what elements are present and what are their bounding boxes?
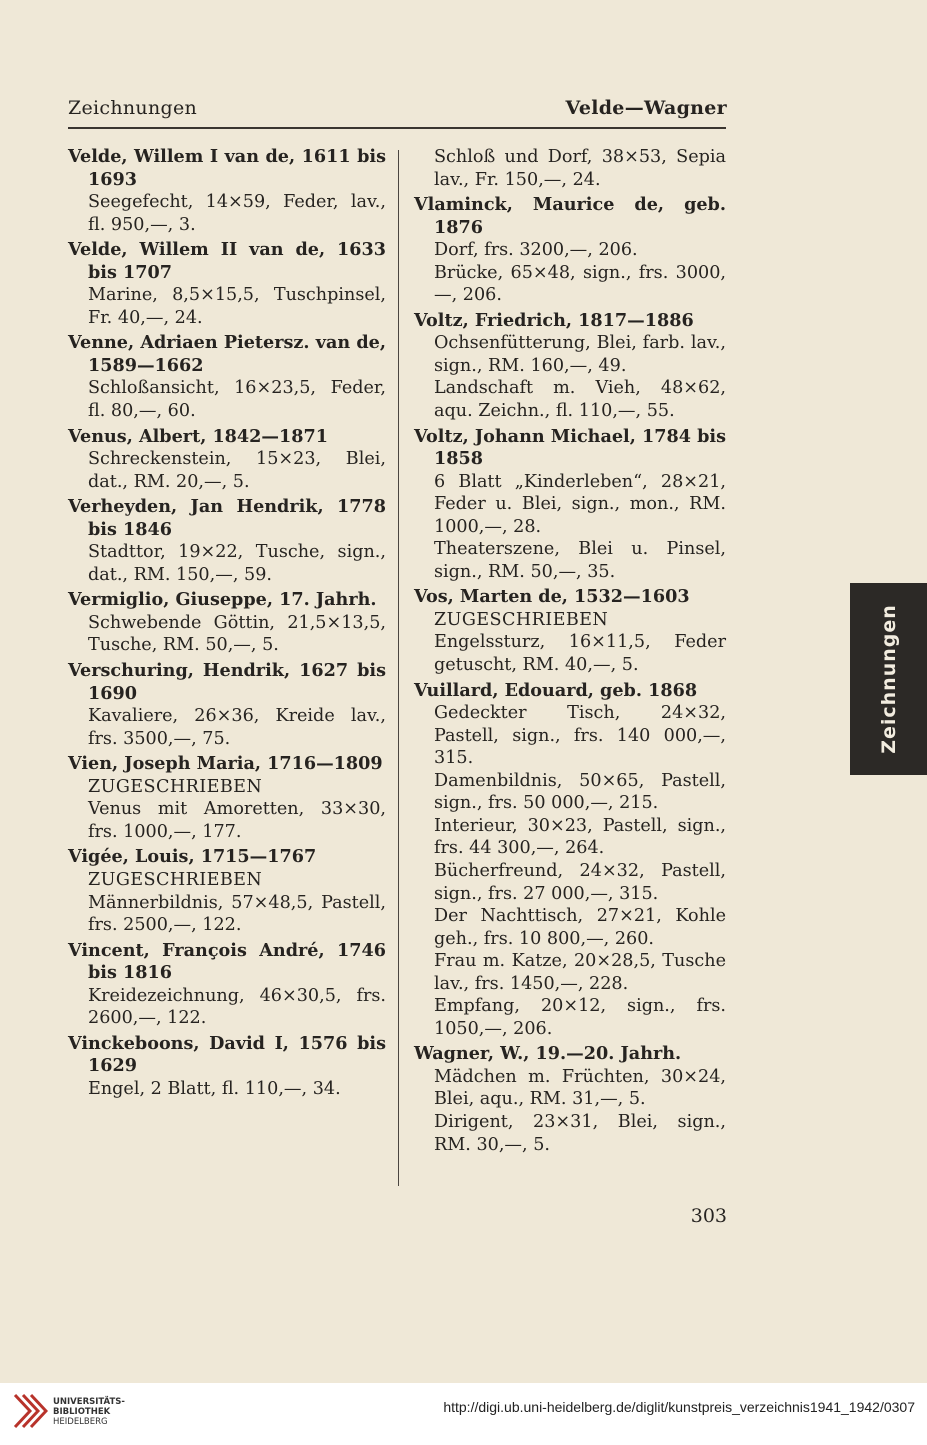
attribution-note: ZUGESCHRIEBEN (88, 869, 263, 890)
artist-entry (68, 846, 386, 936)
artist-name: Verschuring, Hendrik, 1627 bis 1690 (68, 660, 386, 704)
left-column (68, 146, 386, 1103)
artist-name: Venne, Adriaen Pietersz. van de, 1589—1662 (68, 332, 386, 376)
library-name (53, 1397, 125, 1427)
artist-entry (414, 586, 726, 676)
artwork-listing: Empfang, 20×12, sign., frs. 1050,—, 206. (434, 996, 726, 1039)
artist-name: Verheyden, Jan Hendrik, 1778 bis 1846 (68, 496, 386, 540)
artwork-listing: Schloß und Dorf, 38×53, Sepia lav., Fr. 150,—, 24. (434, 147, 726, 190)
artwork-listing: Venus mit Amoretten, 33×30, frs. 1000,—, 177. (88, 799, 386, 842)
side-tab-label: Zeichnungen (877, 604, 900, 754)
artist-name: Vuillard, Edouard, geb. 1868 (414, 679, 698, 701)
artist-entry (414, 194, 726, 307)
artwork-listing: Dirigent, 23×31, Blei, sign., RM. 30,—, 5. (434, 1111, 726, 1155)
library-name-line: BIBLIOTHEK (53, 1407, 111, 1417)
artwork-listing: Kreidezeichnung, 46×30,5, frs. 2600,—, 122. (88, 985, 386, 1029)
footer-bar (0, 1383, 927, 1445)
artist-name: Venus, Albert, 1842—1871 (68, 425, 328, 447)
library-logo-icon (12, 1391, 48, 1435)
artist-name: Wagner, W., 19.—20. Jahrh. (414, 1043, 682, 1065)
page-header-left: Zeichnungen (68, 97, 198, 119)
artist-entry (68, 940, 386, 1030)
artist-name: Voltz, Friedrich, 1817—1886 (414, 309, 694, 331)
source-url-link[interactable]: http://digi.ub.uni-heidelberg.de/diglit/kunstpreis_verzeichnis1941_1942/0307 (443, 1399, 915, 1415)
artist-name: Vincent, François André, 1746 bis 1816 (68, 939, 386, 984)
artist-entry (68, 496, 386, 586)
artwork-listing: Damenbildnis, 50×65, Pastell, sign., frs. 50 000,—, 215. (434, 770, 726, 814)
artist-name: Vinckeboons, David I, 1576 bis 1629 (68, 1032, 386, 1077)
artist-entry (68, 426, 386, 494)
artist-entry (68, 589, 386, 657)
artist-entry (414, 310, 726, 423)
artist-entry (68, 239, 386, 329)
artwork-listing: Dorf, frs. 3200,—, 206. (434, 240, 638, 261)
artist-name: Voltz, Johann Michael, 1784 bis 1858 (414, 425, 726, 470)
artist-name: Vlaminck, Maurice de, geb. 1876 (414, 194, 726, 238)
artwork-listing: Schloßansicht, 16×23,5, Feder, fl. 80,—, 60. (88, 378, 386, 422)
artwork-listing: Engel, 2 Blatt, fl. 110,—, 34. (88, 1078, 341, 1099)
attribution-note: ZUGESCHRIEBEN (88, 776, 263, 797)
artwork-listing: Gedeckter Tisch, 24×32, Pastell, sign., frs. 140 000,—, 315. (434, 703, 726, 769)
artwork-listing: Männerbildnis, 57×48,5, Pastell, frs. 2500,—, 122. (88, 892, 386, 936)
artist-entry (68, 660, 386, 750)
artist-entry (68, 1033, 386, 1101)
artwork-listing: Bücherfreund, 24×32, Pastell, sign., frs. 27 000,—, 315. (434, 860, 726, 904)
artist-entry (68, 753, 386, 843)
artist-name: Vien, Joseph Maria, 1716—1809 (68, 753, 383, 775)
artwork-listing: 6 Blatt „Kinderleben“, 28×21, Feder u. Blei, sign., mon., RM. 1000,—, 28. (434, 471, 726, 537)
artwork-listing: Der Nachttisch, 27×21, Kohle geh., frs. 10 800,—, 260. (434, 906, 726, 949)
attribution-note: ZUGESCHRIEBEN (434, 609, 609, 630)
artwork-listing: Stadttor, 19×22, Tusche, sign., dat., RM. 150,—, 59. (88, 542, 386, 585)
artwork-listing: Marine, 8,5×15,5, Tuschpinsel, Fr. 40,—, 24. (88, 285, 386, 328)
artwork-listing: Landschaft m. Vieh, 48×62, aqu. Zeichn., fl. 110,—, 55. (434, 378, 726, 422)
artist-entry (414, 146, 726, 191)
artwork-listing: Ochsenfütterung, Blei, farb. lav., sign., RM. 160,—, 49. (434, 333, 726, 376)
artist-entry (68, 146, 386, 236)
artist-name: Vigée, Louis, 1715—1767 (68, 846, 317, 868)
artwork-listing: Kavaliere, 26×36, Kreide lav., frs. 3500,—, 75. (88, 706, 386, 749)
library-name-line: HEIDELBERG (53, 1417, 108, 1427)
artist-entry (414, 680, 726, 1041)
artwork-listing: Brücke, 65×48, sign., frs. 3000,—, 206. (434, 262, 726, 306)
artist-entry (68, 332, 386, 422)
artwork-listing: Theaterszene, Blei u. Pinsel, sign., RM. 50,—, 35. (434, 539, 726, 582)
artist-name: Vos, Marten de, 1532—1603 (414, 586, 690, 608)
page-number: 303 (690, 1205, 727, 1227)
header-rule (68, 127, 726, 129)
artwork-listing: Engelssturz, 16×11,5, Feder getuscht, RM. 40,—, 5. (434, 632, 726, 676)
right-column (414, 146, 726, 1159)
column-divider (398, 150, 399, 1186)
page-header-right: Velde—Wagner (565, 97, 727, 119)
artist-name: Velde, Willem I van de, 1611 bis 1693 (68, 146, 386, 190)
artwork-listing: Mädchen m. Früchten, 30×24, Blei, aqu., RM. 31,—, 5. (434, 1066, 726, 1110)
artwork-listing: Frau m. Katze, 20×28,5, Tusche lav., frs. 1450,—, 228. (434, 951, 726, 994)
artwork-listing: Schreckenstein, 15×23, Blei, dat., RM. 20,—, 5. (88, 449, 386, 492)
artist-name: Vermiglio, Giuseppe, 17. Jahrh. (68, 589, 377, 611)
artwork-listing: Interieur, 30×23, Pastell, sign., frs. 44 300,—, 264. (434, 815, 726, 859)
side-tab (850, 583, 927, 775)
artwork-listing: Seegefecht, 14×59, Feder, lav., fl. 950,—, 3. (88, 192, 386, 235)
artist-name: Velde, Willem II van de, 1633 bis 1707 (68, 239, 386, 283)
artist-entry (414, 426, 726, 584)
artist-entry (414, 1043, 726, 1156)
artwork-listing: Schwebende Göttin, 21,5×13,5, Tusche, RM. 50,—, 5. (88, 612, 386, 656)
library-name-line: UNIVERSITÄTS- (53, 1397, 125, 1407)
